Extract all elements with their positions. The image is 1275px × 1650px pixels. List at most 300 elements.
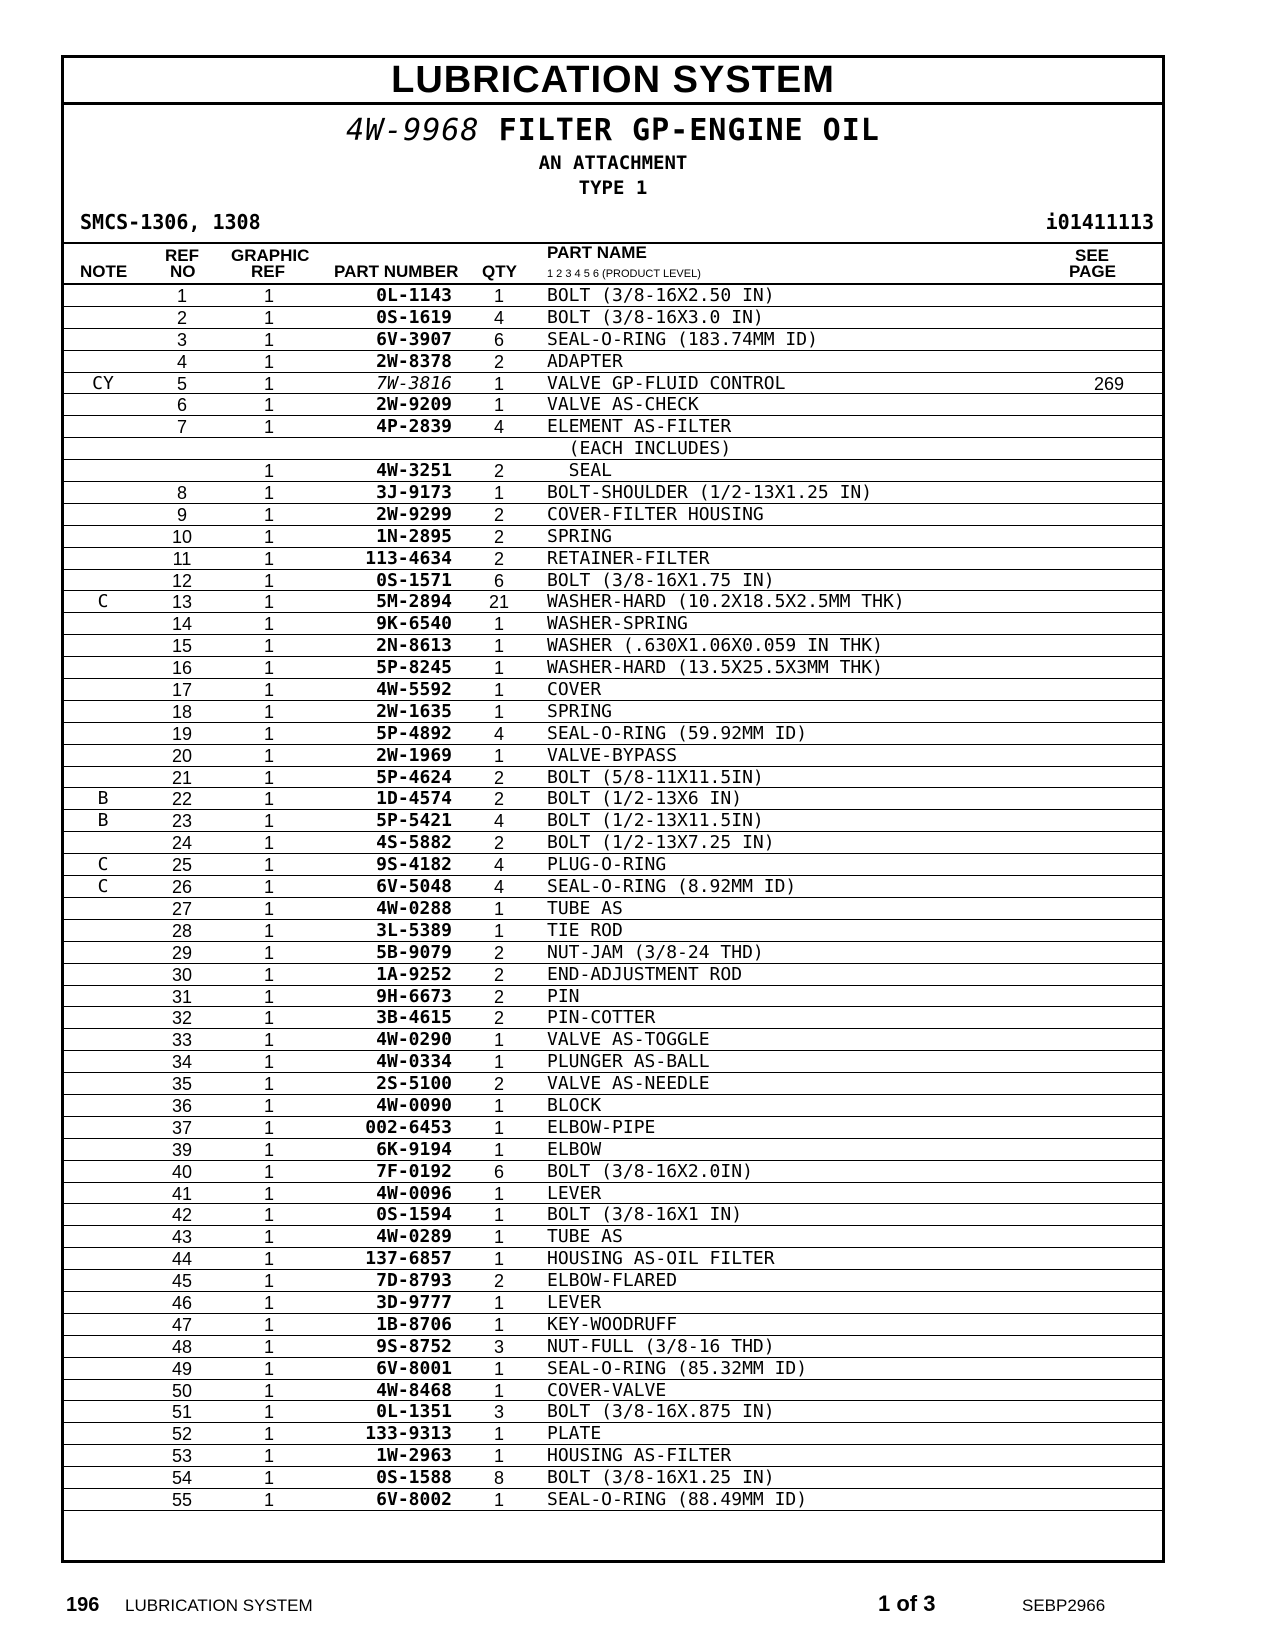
part-number-cell: 1N-2895	[376, 525, 452, 547]
ref-no-cell: 31	[171, 986, 193, 1007]
part-name-cell: ELBOW-FLARED	[547, 1270, 678, 1292]
col-part-name: PART NAME	[547, 243, 647, 262]
part-number-cell: 3B-4615	[376, 1007, 452, 1029]
table-row	[64, 1292, 1162, 1314]
part-number-cell: 0S-1571	[376, 569, 452, 591]
subtitle-attachment: AN ATTACHMENT	[538, 152, 688, 174]
part-name-cell: RETAINER-FILTER	[547, 547, 710, 569]
part-name-cell: COVER-VALVE	[547, 1379, 667, 1401]
table-row	[64, 745, 1162, 767]
part-name-cell: SPRING	[547, 700, 613, 722]
ref-no-cell: 45	[171, 1271, 193, 1292]
qty-cell: 1	[493, 1314, 504, 1335]
table-row	[64, 1248, 1162, 1270]
graphic-ref-cell: 1	[263, 286, 274, 306]
part-number-cell: 6V-5048	[376, 876, 452, 898]
part-number-cell: 0L-1351	[376, 1401, 452, 1423]
ref-no-cell: 22	[171, 789, 193, 810]
col-gref-top: GRAPHIC	[231, 246, 310, 265]
part-number-cell: 3L-5389	[376, 919, 452, 941]
part-number-cell: 9H-6673	[376, 985, 452, 1007]
part-number-cell: 6V-8001	[376, 1357, 452, 1379]
table-row	[64, 438, 1162, 460]
ref-no-cell: 44	[171, 1249, 193, 1270]
table-row	[64, 854, 1162, 876]
part-number-cell: 1W-2963	[376, 1445, 452, 1467]
ref-no-cell: 4	[176, 351, 187, 372]
table-row	[64, 832, 1162, 854]
graphic-ref-cell: 1	[263, 680, 274, 701]
see-page-cell: 269	[1093, 373, 1124, 394]
graphic-ref-cell: 1	[263, 351, 274, 372]
qty-cell: 1	[493, 483, 504, 504]
part-name-cell: VALVE AS-CHECK	[547, 394, 699, 416]
part-name-cell: SEAL-O-RING (59.92MM ID)	[547, 722, 808, 744]
parts-list-frame	[61, 55, 1165, 1563]
ref-no-cell: 47	[171, 1314, 193, 1335]
part-number-cell: 9S-8752	[376, 1335, 452, 1357]
part-name-cell: HOUSING AS-OIL FILTER	[547, 1248, 775, 1270]
graphic-ref-cell: 1	[263, 614, 274, 635]
ref-no-cell: 36	[171, 1095, 193, 1116]
graphic-ref-cell: 1	[263, 723, 274, 744]
graphic-ref-cell: 1	[263, 898, 274, 919]
table-row	[64, 570, 1162, 592]
ref-no-cell: 11	[172, 548, 192, 569]
graphic-ref-cell: 1	[263, 1468, 274, 1489]
part-number-cell: 4W-5592	[376, 679, 452, 701]
table-row	[64, 1226, 1162, 1248]
note-cell: CY	[92, 372, 114, 394]
qty-cell: 4	[493, 307, 504, 328]
graphic-ref-cell: 1	[263, 1095, 274, 1116]
part-name-cell: PLUNGER AS-BALL	[547, 1051, 710, 1073]
table-row	[64, 986, 1162, 1008]
table-row	[64, 351, 1162, 373]
ref-no-cell: 41	[171, 1183, 193, 1204]
page-footer	[0, 1591, 1275, 1624]
part-number-cell: 2W-1969	[376, 744, 452, 766]
table-row	[64, 767, 1162, 789]
ref-no-cell: 50	[171, 1380, 193, 1401]
table-row	[64, 1423, 1162, 1445]
qty-cell: 1	[493, 920, 504, 941]
qty-cell: 8	[493, 1468, 504, 1489]
qty-cell: 1	[493, 1292, 504, 1313]
ref-no-cell: 12	[171, 570, 193, 591]
part-name-cell: VALVE AS-TOGGLE	[547, 1029, 710, 1051]
table-row	[64, 635, 1162, 657]
qty-cell: 2	[493, 789, 504, 810]
part-number-cell: 113-4634	[365, 547, 452, 569]
ref-no-cell: 40	[171, 1161, 193, 1182]
table-row	[64, 657, 1162, 679]
table-row	[64, 1204, 1162, 1226]
table-row	[64, 504, 1162, 526]
table-row	[64, 1467, 1162, 1489]
qty-cell: 1	[493, 614, 504, 635]
ref-no-cell: 14	[171, 614, 193, 635]
table-row	[64, 964, 1162, 986]
group-header	[64, 105, 1162, 244]
part-number-cell: 5P-4892	[376, 722, 452, 744]
qty-cell: 2	[493, 548, 504, 569]
table-row	[64, 1029, 1162, 1051]
table-row	[64, 416, 1162, 438]
part-number-cell: 133-9313	[365, 1423, 452, 1445]
table-row	[64, 482, 1162, 504]
ref-no-cell: 52	[171, 1424, 193, 1445]
footer-doc-number: SEBP2966	[1022, 1596, 1106, 1615]
graphic-ref-cell: 1	[263, 570, 274, 591]
col-see-bottom: PAGE	[1069, 262, 1116, 281]
part-name-cell: BOLT (3/8-16X1 IN)	[547, 1204, 743, 1226]
part-name-cell: SEAL-O-RING (85.32MM ID)	[547, 1357, 808, 1379]
part-number-cell: 2W-1635	[376, 700, 452, 722]
ref-no-cell: 34	[171, 1052, 193, 1073]
part-name-cell: COVER-FILTER HOUSING	[547, 503, 764, 525]
ref-no-cell: 35	[171, 1074, 193, 1095]
graphic-ref-cell: 1	[263, 1314, 274, 1335]
ref-no-cell: 17	[171, 680, 193, 701]
qty-cell: 1	[493, 636, 504, 657]
graphic-ref-cell: 1	[263, 1380, 274, 1401]
qty-cell: 1	[493, 1117, 504, 1138]
qty-cell: 1	[493, 701, 504, 722]
qty-cell: 1	[493, 1424, 504, 1445]
ref-no-cell: 21	[171, 767, 193, 788]
part-name-cell: VALVE-BYPASS	[547, 744, 678, 766]
part-name-cell: TUBE AS	[547, 897, 623, 919]
graphic-ref-cell: 1	[263, 745, 274, 766]
table-row	[64, 591, 1162, 613]
graphic-ref-cell: 1	[263, 307, 274, 328]
note-cell: C	[97, 591, 109, 613]
part-number-cell: 1D-4574	[376, 788, 452, 810]
graphic-ref-cell: 1	[263, 833, 274, 854]
qty-cell: 1	[493, 680, 504, 701]
part-name-cell: BOLT (3/8-16X1.75 IN)	[547, 569, 775, 591]
table-row	[64, 1183, 1162, 1205]
qty-cell: 6	[493, 570, 504, 591]
table-row	[64, 1270, 1162, 1292]
section-title: LUBRICATION SYSTEM	[64, 58, 1162, 105]
part-name-cell: PIN-COTTER	[547, 1007, 656, 1029]
ref-no-cell: 15	[171, 636, 193, 657]
qty-cell: 1	[493, 1227, 504, 1248]
part-name-cell: BOLT (5/8-11X11.5IN)	[547, 766, 764, 788]
graphic-ref-cell: 1	[263, 395, 274, 416]
footer-section: LUBRICATION SYSTEM	[125, 1596, 313, 1615]
part-name-cell: COVER	[547, 679, 602, 701]
table-row	[64, 1336, 1162, 1358]
graphic-ref-cell: 1	[263, 1139, 274, 1160]
qty-cell: 2	[493, 526, 504, 547]
table-row	[64, 701, 1162, 723]
graphic-ref-cell: 1	[263, 483, 274, 504]
table-row	[64, 788, 1162, 810]
ref-no-cell: 6	[176, 395, 187, 416]
part-number-cell: 5P-5421	[376, 810, 452, 832]
part-name-cell: PIN	[547, 985, 580, 1007]
part-name-cell: NUT-JAM (3/8-24 THD)	[547, 941, 764, 963]
part-name-cell: HOUSING AS-FILTER	[547, 1445, 732, 1467]
ref-no-cell: 9	[176, 504, 187, 525]
part-number-cell: 4W-0288	[376, 897, 452, 919]
ref-no-cell: 16	[171, 658, 193, 679]
part-number-cell: 0L-1143	[376, 285, 452, 306]
ref-no-cell: 19	[171, 723, 193, 744]
part-number-cell: 6V-8002	[376, 1488, 452, 1510]
part-name-cell: (EACH INCLUDES)	[547, 438, 732, 460]
table-row	[64, 1401, 1162, 1423]
graphic-ref-cell: 1	[263, 920, 274, 941]
table-row	[64, 1161, 1162, 1183]
graphic-ref-cell: 1	[263, 1402, 274, 1423]
qty-cell: 4	[493, 877, 504, 898]
graphic-ref-cell: 1	[263, 1183, 274, 1204]
col-gref-bottom: REF	[251, 262, 285, 281]
part-number-cell: 0S-1619	[376, 306, 452, 328]
graphic-ref-cell: 1	[263, 789, 274, 810]
qty-cell: 1	[493, 286, 504, 306]
col-see-top: SEE	[1075, 246, 1110, 265]
part-number-cell: 4W-0096	[376, 1182, 452, 1204]
table-row	[64, 723, 1162, 745]
qty-cell: 2	[493, 1074, 504, 1095]
part-number-cell: 5P-8245	[376, 657, 452, 679]
part-number-cell: 4W-0289	[376, 1226, 452, 1248]
ref-no-cell: 32	[171, 1008, 193, 1029]
table-row	[64, 285, 1162, 307]
col-qty: QTY	[482, 262, 517, 281]
qty-cell: 6	[493, 1161, 504, 1182]
footer-page-number: 196	[66, 1594, 100, 1616]
ref-no-cell: 25	[171, 855, 193, 876]
qty-cell: 2	[493, 833, 504, 854]
ref-no-cell: 5	[176, 373, 187, 394]
ref-no-cell: 10	[171, 526, 193, 547]
graphic-ref-cell: 1	[263, 373, 274, 394]
col-ref-bottom: NO	[170, 262, 196, 281]
graphic-ref-cell: 1	[263, 1052, 274, 1073]
qty-cell: 2	[493, 461, 504, 482]
ref-no-cell: 28	[171, 920, 193, 941]
graphic-ref-cell: 1	[263, 1336, 274, 1357]
qty-cell: 4	[493, 811, 504, 832]
part-name-cell: TIE ROD	[547, 919, 623, 941]
table-row	[64, 810, 1162, 832]
graphic-ref-cell: 1	[263, 811, 274, 832]
ref-no-cell: 2	[176, 307, 187, 328]
part-name-cell: ADAPTER	[547, 350, 623, 372]
qty-cell: 1	[493, 1095, 504, 1116]
qty-cell: 3	[493, 1336, 504, 1357]
graphic-ref-cell: 1	[263, 329, 274, 350]
graphic-ref-cell: 1	[263, 964, 274, 985]
qty-cell: 1	[493, 1358, 504, 1379]
part-number-cell: 137-6857	[365, 1248, 452, 1270]
qty-cell: 1	[493, 1446, 504, 1467]
graphic-ref-cell: 1	[263, 658, 274, 679]
table-row	[64, 942, 1162, 964]
part-name-cell: PLUG-O-RING	[547, 854, 667, 876]
part-number-cell: 6K-9194	[376, 1138, 452, 1160]
graphic-ref-cell: 1	[263, 1205, 274, 1226]
table-row	[64, 460, 1162, 482]
part-number-cell: 5B-9079	[376, 941, 452, 963]
graphic-ref-cell: 1	[263, 1292, 274, 1313]
qty-cell: 2	[493, 1271, 504, 1292]
part-name-cell: ELBOW	[547, 1138, 602, 1160]
qty-cell: 1	[493, 395, 504, 416]
ref-no-cell: 26	[171, 877, 193, 898]
group-part-number: 4W-9968	[346, 113, 480, 148]
graphic-ref-cell: 1	[263, 461, 274, 482]
graphic-ref-cell: 1	[263, 526, 274, 547]
part-number-cell: 002-6453	[365, 1116, 452, 1138]
parts-table	[64, 285, 1162, 1511]
part-name-cell: KEY-WOODRUFF	[547, 1313, 678, 1335]
qty-cell: 21	[488, 592, 510, 613]
part-name-cell: BOLT (3/8-16X3.0 IN)	[547, 306, 764, 328]
graphic-ref-cell: 1	[263, 1074, 274, 1095]
qty-cell: 3	[493, 1402, 504, 1423]
part-number-cell: 2S-5100	[376, 1073, 452, 1095]
column-header	[64, 244, 1162, 285]
qty-cell: 4	[493, 723, 504, 744]
qty-cell: 1	[493, 658, 504, 679]
table-row	[64, 394, 1162, 416]
qty-cell: 2	[493, 767, 504, 788]
qty-cell: 2	[493, 986, 504, 1007]
qty-cell: 1	[493, 745, 504, 766]
part-name-cell: BOLT (3/8-16X.875 IN)	[547, 1401, 775, 1423]
qty-cell: 1	[493, 1030, 504, 1051]
table-row	[64, 1117, 1162, 1139]
table-row	[64, 307, 1162, 329]
ref-no-cell: 27	[171, 898, 193, 919]
graphic-ref-cell: 1	[263, 417, 274, 438]
part-name-cell: LEVER	[547, 1291, 602, 1313]
part-number-cell: 9S-4182	[376, 854, 452, 876]
graphic-ref-cell: 1	[263, 767, 274, 788]
part-name-cell: BOLT (1/2-13X7.25 IN)	[547, 832, 775, 854]
part-name-cell: ELEMENT AS-FILTER	[547, 416, 732, 438]
qty-cell: 2	[493, 351, 504, 372]
part-name-cell: SEAL-O-RING (88.49MM ID)	[547, 1488, 808, 1510]
graphic-ref-cell: 1	[263, 986, 274, 1007]
part-name-cell: NUT-FULL (3/8-16 THD)	[547, 1335, 775, 1357]
graphic-ref-cell: 1	[263, 504, 274, 525]
part-number-cell: 5P-4624	[376, 766, 452, 788]
part-number-cell: 9K-6540	[376, 613, 452, 635]
part-number-cell: 7W-3816	[376, 372, 452, 394]
ref-no-cell: 55	[171, 1489, 193, 1510]
part-number-cell: 0S-1588	[376, 1467, 452, 1489]
part-number-cell: 4W-8468	[376, 1379, 452, 1401]
part-number-cell: 4W-3251	[376, 460, 452, 482]
qty-cell: 1	[493, 1139, 504, 1160]
part-name-cell: BOLT-SHOULDER (1/2-13X1.25 IN)	[547, 482, 873, 504]
part-number-cell: 6V-3907	[376, 328, 452, 350]
part-number-cell: 4W-0334	[376, 1051, 452, 1073]
part-name-cell: PLATE	[547, 1423, 602, 1445]
table-row	[64, 1489, 1162, 1511]
part-name-cell: VALVE AS-NEEDLE	[547, 1073, 710, 1095]
part-number-cell: 3D-9777	[376, 1291, 452, 1313]
ref-no-cell: 43	[171, 1227, 193, 1248]
ref-no-cell: 48	[171, 1336, 193, 1357]
part-name-cell: BOLT (1/2-13X6 IN)	[547, 788, 743, 810]
note-cell: B	[97, 788, 109, 810]
part-name-cell: BOLT (1/2-13X11.5IN)	[547, 810, 764, 832]
part-name-cell: LEVER	[547, 1182, 602, 1204]
part-name-cell: SPRING	[547, 525, 613, 547]
graphic-ref-cell: 1	[263, 877, 274, 898]
ref-no-cell: 8	[176, 483, 187, 504]
qty-cell: 1	[493, 1249, 504, 1270]
table-row	[64, 1314, 1162, 1336]
part-name-cell: ELBOW-PIPE	[547, 1116, 656, 1138]
ref-no-cell: 33	[171, 1030, 193, 1051]
graphic-ref-cell: 1	[263, 1489, 274, 1510]
col-note: NOTE	[80, 262, 128, 281]
table-row	[64, 373, 1162, 395]
ref-no-cell: 51	[171, 1402, 193, 1423]
qty-cell: 1	[493, 898, 504, 919]
part-number-cell: 3J-9173	[376, 482, 452, 504]
qty-cell: 1	[493, 1380, 504, 1401]
qty-cell: 6	[493, 329, 504, 350]
part-name-cell: SEAL-O-RING (183.74MM ID)	[547, 328, 818, 350]
part-number-cell: 2W-8378	[376, 350, 452, 372]
ref-no-cell: 30	[171, 964, 193, 985]
part-number-cell: 4W-0090	[376, 1094, 452, 1116]
table-row	[64, 1358, 1162, 1380]
graphic-ref-cell: 1	[263, 548, 274, 569]
part-number-cell: 4P-2839	[376, 416, 452, 438]
table-row	[64, 876, 1162, 898]
part-name-cell: WASHER (.630X1.06X0.059 IN THK)	[547, 635, 883, 657]
part-number-cell: 2W-9209	[376, 394, 452, 416]
document-id: i01411113	[1045, 210, 1154, 234]
part-number-cell: 2N-8613	[376, 635, 452, 657]
part-name-cell: WASHER-HARD (10.2X18.5X2.5MM THK)	[547, 591, 905, 613]
part-name-cell: BOLT (3/8-16X1.25 IN)	[547, 1467, 775, 1489]
note-cell: B	[97, 810, 109, 832]
part-name-cell: SEAL-O-RING (8.92MM ID)	[547, 876, 797, 898]
table-row	[64, 1139, 1162, 1161]
group-title	[64, 111, 1162, 151]
table-row	[64, 1445, 1162, 1467]
group-part-title: FILTER GP-ENGINE OIL	[498, 113, 880, 148]
table-row	[64, 898, 1162, 920]
qty-cell: 4	[493, 417, 504, 438]
ref-no-cell: 29	[171, 942, 193, 963]
table-row	[64, 1051, 1162, 1073]
qty-cell: 4	[493, 855, 504, 876]
qty-cell: 2	[493, 964, 504, 985]
part-number-cell: 4S-5882	[376, 832, 452, 854]
table-row	[64, 1095, 1162, 1117]
part-number-cell: 7D-8793	[376, 1270, 452, 1292]
part-number-cell: 1B-8706	[376, 1313, 452, 1335]
qty-cell: 2	[493, 942, 504, 963]
table-row	[64, 1380, 1162, 1402]
qty-cell: 2	[493, 504, 504, 525]
part-number-cell: 1A-9252	[376, 963, 452, 985]
